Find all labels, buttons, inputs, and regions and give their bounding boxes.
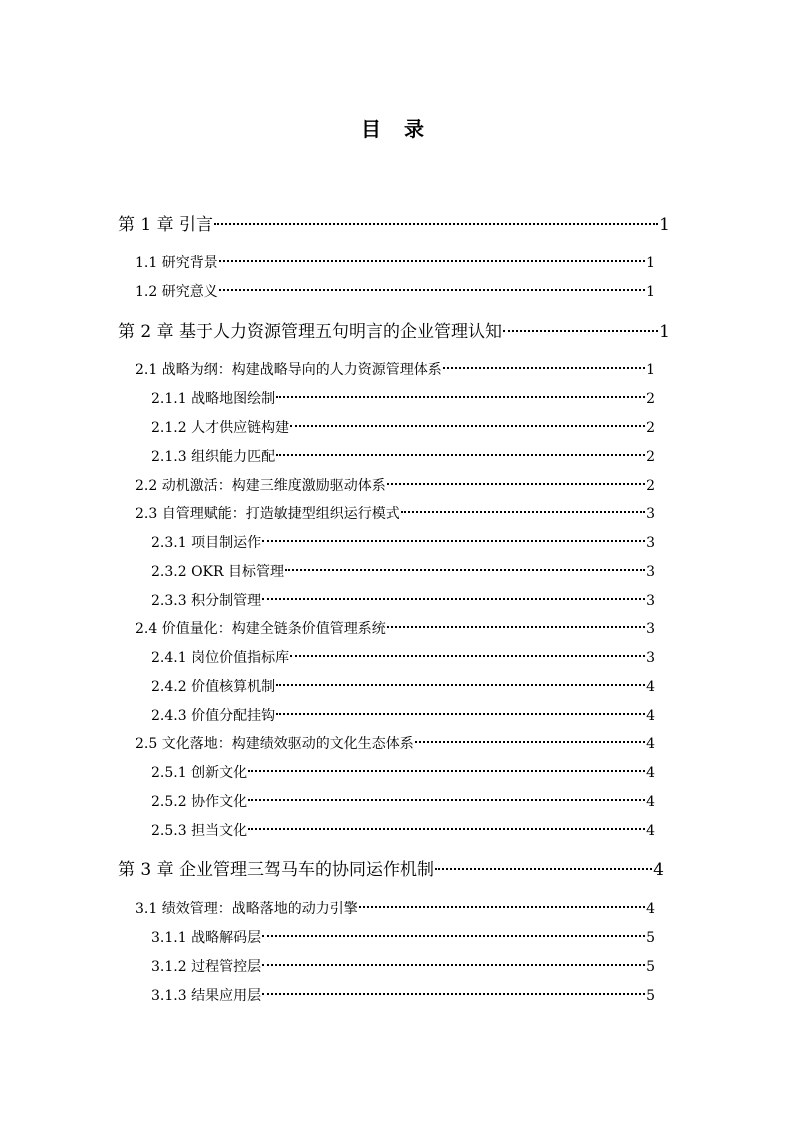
toc-entry-page: 2 <box>646 478 655 494</box>
dot-leader <box>262 584 645 600</box>
dot-leader <box>262 979 645 995</box>
dot-leader <box>443 353 645 369</box>
toc-entry-page: 3 <box>646 564 655 580</box>
toc-entry-label: 3.1 绩效管理：战略落地的动力引擎 <box>135 901 358 917</box>
toc-entry-2-5[interactable] <box>135 732 655 751</box>
toc-entry-page: 2 <box>646 420 655 436</box>
dot-leader <box>435 851 652 870</box>
dot-leader <box>248 785 645 801</box>
dot-leader <box>262 950 645 966</box>
toc-entry-page: 3 <box>646 593 655 609</box>
dot-leader <box>262 526 645 542</box>
toc-entry-1-1[interactable] <box>135 251 655 270</box>
toc-entry-page: 2 <box>646 449 655 465</box>
toc-entry-label: 第 1 章 引言 <box>118 215 214 235</box>
toc-entry-label: 2.5.3 担当文化 <box>151 823 248 839</box>
toc-entry-label: 2.3.1 项目制运作 <box>151 535 262 551</box>
toc-entry-page: 5 <box>646 959 655 975</box>
toc-entry-label: 2.5.2 协作文化 <box>151 794 248 810</box>
toc-entry-page: 4 <box>646 708 655 724</box>
toc-entry-label: 第 2 章 基于人力资源管理五句明言的企业管理认知 <box>118 322 503 342</box>
toc-entry-label: 2.4 价值量化：构建全链条价值管理系统 <box>135 621 386 637</box>
toc-entry-label: 2.3 自管理赋能：打造敏捷型组织运行模式 <box>135 506 400 522</box>
toc-entry-label: 第 3 章 企业管理三驾马车的协同运作机制 <box>118 860 435 880</box>
dot-leader <box>276 670 645 686</box>
toc-entry-page: 3 <box>646 650 655 666</box>
toc-entry-label: 3.1.2 过程管控层 <box>151 959 262 975</box>
toc-entry-2-3[interactable] <box>135 502 655 521</box>
toc-entry-label: 3.1.3 结果应用层 <box>151 988 262 1004</box>
toc-entry-page: 4 <box>646 765 655 781</box>
toc-entry-page: 5 <box>646 930 655 946</box>
dot-leader <box>503 313 658 332</box>
toc-entry-label: 2.3.2 OKR 目标管理 <box>151 564 284 580</box>
toc-entry-page: 1 <box>646 362 655 378</box>
dot-leader <box>290 641 645 657</box>
toc-entry-page: 3 <box>646 506 655 522</box>
toc-entry-label: 2.2 动机激活：构建三维度激励驱动体系 <box>135 478 386 494</box>
toc-entry-label: 2.4.2 价值核算机制 <box>151 679 276 695</box>
toc-entry-label: 1.1 研究背景 <box>135 255 218 271</box>
toc-entry-page: 4 <box>646 794 655 810</box>
toc-title: 目 录 <box>361 117 432 141</box>
toc-entry-3-1-1[interactable] <box>151 926 655 945</box>
dot-leader <box>276 699 645 715</box>
toc-entry-page: 3 <box>646 535 655 551</box>
toc-entry-label: 2.1.2 人才供应链构建 <box>151 420 290 436</box>
toc-entry-2-4-3[interactable] <box>151 704 655 723</box>
toc-entry-2-3-3[interactable] <box>151 589 655 608</box>
toc-entry-2-2[interactable] <box>135 474 655 493</box>
toc-entry-page: 1 <box>659 215 670 235</box>
toc-entry-2-4-1[interactable] <box>151 646 655 665</box>
dot-leader <box>248 814 645 830</box>
toc-entry-2-1-2[interactable] <box>151 416 655 435</box>
dot-leader <box>214 206 658 225</box>
toc-entry-page: 3 <box>646 621 655 637</box>
toc-entry-label: 2.4.1 岗位价值指标库 <box>151 650 290 666</box>
toc-entry-2-3-2[interactable] <box>151 560 655 579</box>
toc-entry-label: 2.1.3 组织能力匹配 <box>151 449 276 465</box>
toc-entry-2-1-1[interactable] <box>151 387 655 406</box>
dot-leader <box>276 382 645 398</box>
toc-entry-label: 3.1.1 战略解码层 <box>151 930 262 946</box>
toc-entry-3-1-3[interactable] <box>151 984 655 1003</box>
dot-leader <box>401 497 645 513</box>
toc-entry-page: 4 <box>646 901 655 917</box>
toc-entry-page: 4 <box>653 860 664 880</box>
toc-entry-2-3-1[interactable] <box>151 531 655 550</box>
toc-entry-page: 2 <box>646 391 655 407</box>
toc-entry-label: 2.3.3 积分制管理 <box>151 593 262 609</box>
dot-leader <box>387 612 645 628</box>
toc-entry-label: 2.5 文化落地：构建绩效驱动的文化生态体系 <box>135 736 414 752</box>
toc-entry-chapter-3[interactable] <box>118 856 664 879</box>
toc-entry-2-4[interactable] <box>135 617 655 636</box>
toc-entry-2-1[interactable] <box>135 358 655 377</box>
toc-entry-2-5-2[interactable] <box>151 790 655 809</box>
toc-entry-page: 1 <box>646 255 655 271</box>
dot-leader <box>262 921 645 937</box>
toc-entry-1-2[interactable] <box>135 280 655 299</box>
dot-leader <box>415 727 645 743</box>
toc-entry-label: 2.5.1 创新文化 <box>151 765 248 781</box>
dot-leader <box>219 275 645 291</box>
toc-entry-page: 4 <box>646 679 655 695</box>
toc-entry-label: 1.2 研究意义 <box>135 284 218 300</box>
toc-entry-2-4-2[interactable] <box>151 675 655 694</box>
dot-leader <box>285 555 645 571</box>
toc-entry-label: 2.1 战略为纲：构建战略导向的人力资源管理体系 <box>135 362 442 378</box>
toc-entry-page: 4 <box>646 823 655 839</box>
toc-entry-page: 1 <box>646 284 655 300</box>
dot-leader <box>387 469 645 485</box>
toc-entry-2-5-1[interactable] <box>151 761 655 780</box>
toc-entry-chapter-2[interactable] <box>118 318 670 341</box>
dot-leader <box>219 246 645 262</box>
toc-entry-page: 4 <box>646 736 655 752</box>
toc-entry-3-1-2[interactable] <box>151 955 655 974</box>
toc-entry-label: 2.1.1 战略地图绘制 <box>151 391 276 407</box>
dot-leader <box>290 411 645 427</box>
dot-leader <box>359 892 645 908</box>
toc-entry-2-1-3[interactable] <box>151 445 655 464</box>
toc-entry-2-5-3[interactable] <box>151 819 655 838</box>
toc-entry-page: 5 <box>646 988 655 1004</box>
toc-entry-page: 1 <box>659 322 670 342</box>
toc-entry-3-1[interactable] <box>135 897 655 916</box>
dot-leader <box>276 440 645 456</box>
dot-leader <box>248 756 645 772</box>
toc-entry-label: 2.4.3 价值分配挂钩 <box>151 708 276 724</box>
toc-entry-chapter-1[interactable] <box>118 211 670 234</box>
